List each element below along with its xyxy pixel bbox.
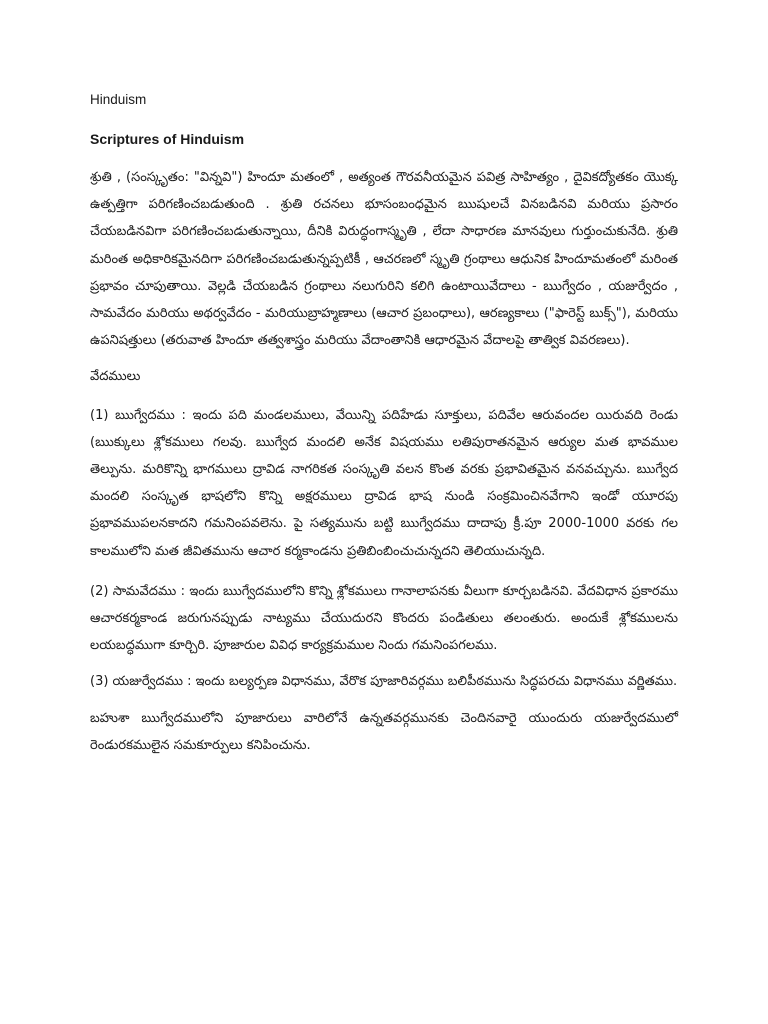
document-page (90, 92, 678, 772)
section-heading: Scriptures of Hinduism (90, 131, 245, 147)
paragraph-purohitulu: బహుశా ఋగ్వేదములోని పూజారులు వారిలోనే ఉన్నతవర్గమునకు చెందినవారై యుందురు యజుర్వేదములో రెండురకములైన సమకూర్పులు కనిపించును. (90, 710, 678, 753)
paragraph-vedamulu-heading: వేదములు (90, 369, 141, 385)
document-title: Hinduism (90, 92, 147, 107)
paragraph-samaveda: (2) సామవేదము : ఇందు ఋగ్వేదములోని కొన్ని శ్లోకములు గానాలాపనకు వీలుగా కూర్చబడినవి. వేదవిధాన ప్రకారము ఆచారకర్మకాండ జరుగునప్పుడు నాట్యము చేయుదురని కొందరు పండితులు తలంతురు. అందుకే శ్లోకములను లయబద్ధముగా కూర్చిరి. పూజారుల వివిధ కార్యక్రమముల నిందు గమనింపగలము. (90, 583, 678, 654)
paragraph-yajurveda: (3) యజుర్వేదము : ఇందు బల్యర్పణ విధానము, వేరొక పూజారివర్గము బలిపీఠమును సిద్ధపరచు విధానము వర్ణితము. (90, 674, 678, 690)
paragraph-rigveda: (1) ఋగ్వేదము : ఇందు పది మండలములు, వేయిన్ని పదిహేడు సూక్తులు, పదివేల ఆరువందల యిరువది రెండు (ఋక్కులు శ్లోకములు గలవు. ఋగ్వేద మందలి అనేక విషయము లతిపురాతనమైన ఆర్యుల మత భావముల తెల్పును. మరికొన్ని భాగములు ద్రావిడ నాగరికత సంస్కృతి వలన కొంత వరకు ప్రభావితమైన వనవచ్చును. ఋగ్వేద మందలి సంస్కృత భాషలోని కొన్ని అక్షరములు ద్రావిడ భాష నుండి సంక్రమించినవేగాని ఇండో యూరపు ప్రభావముపలనకాదని గమనింపవలెను. పై సత్యమును బట్టి ఋగ్వేదము దాదాపు క్రీ.పూ 2000-1000 వరకు గల కాలములోని మత జీవితమును ఆచార కర్మకాండను ప్రతిబింబించుచున్నదని తెలియుచున్నది. (90, 407, 678, 559)
paragraph-shruti: శ్రుతి , (సంస్కృతం: "విన్నవి") హిందూ మతంలో , అత్యంత గౌరవనీయమైన పవిత్ర సాహిత్యం , దైవికద్యోతకం యొక్క ఉత్పత్తిగా పరిగణించబడుతుంది . శ్రుతి రచనలు భూసంబంధమైన ఋషులచే వినబడినవి మరియు ప్రసారం చేయబడినవిగా పరిగణించబడుతున్నాయి, దీనికి విరుద్ధంగాస్మృతి , లేదా సాధారణ మానవులు గుర్తుంచుకునేది. శ్రుతి మరింత అధికారికమైనదిగా పరిగణించబడుతున్నప్పటికీ , ఆచరణలో స్మృతి గ్రంథాలు ఆధునిక హిందూమతంలో మరింత ప్రభావం చూపుతాయి. వెల్లడి చేయబడిన గ్రంథాలు నలుగురిని కలిగి ఉంటాయివేదాలు - ఋగ్వేదం , యజుర్వేదం , సామవేదం మరియు అథర్వవేదం - మరియుబ్రాహ్మణాలు (ఆచార ప్రబంధాలు), ఆరణ్యకాలు ("ఫారెస్ట్ బుక్స్"), మరియు ఉపనిషత్తులు (తరువాత హిందూ తత్వశాస్త్రం మరియు వేదాంతానికి ఆధారమైన వేదాలపై తాత్విక వివరణలు). (90, 170, 678, 349)
